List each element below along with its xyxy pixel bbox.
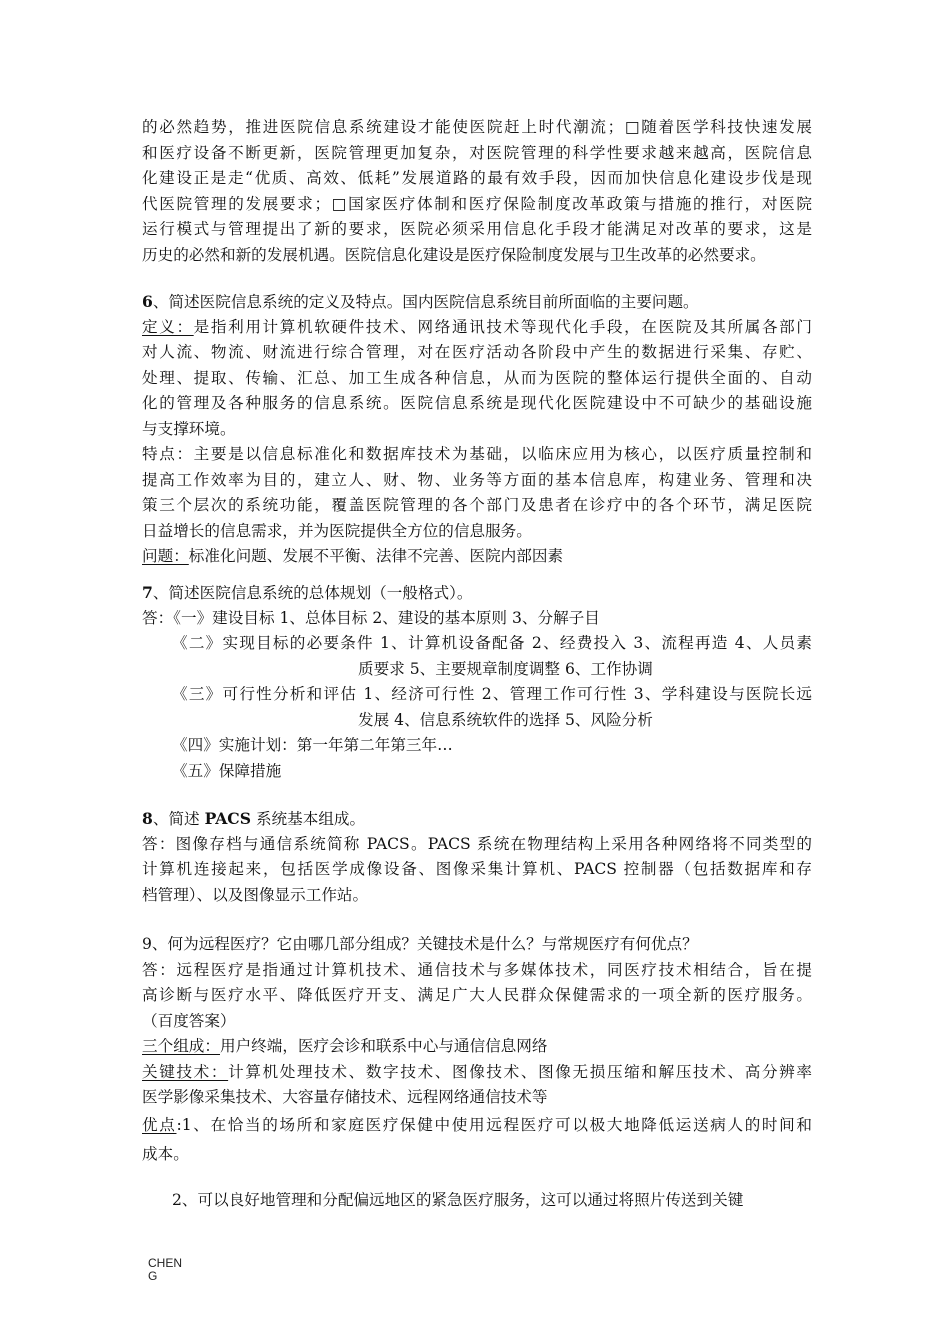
definition-text: 是指利用计算机软硬件技术、网络通讯技术等现代化手段，在医院及其所属各部门 <box>193 317 812 336</box>
definition-line <box>142 315 812 341</box>
question-text: 系统基本组成。 <box>250 810 366 828</box>
text-line: 处理、提取、传输、汇总、加工生成各种信息，从而为医院的整体运行提供全面的、自动 <box>142 368 812 387</box>
answer-line: 答：远程医疗是指通过计算机技术、通信技术与多媒体技术，同医疗技术相结合，旨在提 <box>142 960 812 979</box>
question-title <box>142 289 812 315</box>
text-line: 提高工作效率为目的，建立人、财、物、业务等方面的基本信息库，构建业务、管理和决 <box>142 470 812 489</box>
key-tech-text: 计算机处理技术、数字技术、图像技术、图像无损压缩和解压技术、高分辨率 <box>228 1062 812 1081</box>
footer-text <box>148 1257 182 1283</box>
question-6 <box>142 289 812 570</box>
question-text-bold: PACS <box>204 809 251 828</box>
answer-line: 高诊断与医疗水平、降低医疗开支、满足广大人民群众保健需求的一项全新的医疗服务。 <box>142 986 812 1004</box>
answer-line: 答：图像存档与通信系统简称 PACS。PACS 系统在物理结构上采用各种网络将不同类型的 <box>142 834 812 853</box>
text-line: 运行模式与管理提出了新的要求，医院必须采用信息化手段才能满足对改革的要求，这是 <box>142 220 812 238</box>
footer-line: CHEN <box>148 1256 183 1270</box>
text-line: 与支撑环境。 <box>142 419 236 438</box>
question-title: 9、何为远程医疗？它由哪几部分组成？关键技术是什么？与常规医疗有何优点？ <box>142 935 698 953</box>
problem-text: 标准化问题、发展不平衡、法律不完善、医院内部因素 <box>188 547 564 565</box>
question-text: 、简述 <box>152 810 205 828</box>
text-line: 化建设正是走“优质、高效、低耗”发展道路的最有效手段，因而加快信息化建设步伐是现 <box>142 169 812 187</box>
question-number: 6 <box>142 292 153 311</box>
answer-line: 档管理）、以及图像显示工作站。 <box>142 885 369 904</box>
definition-label: 定义： <box>142 317 194 336</box>
problem-line <box>142 544 812 570</box>
footer-line: G <box>148 1269 158 1283</box>
answer-line: 《二》实现目标的必要条件 1、计算机设备配备 2、经费投入 3、流程再造 4、人员素 <box>172 634 812 652</box>
answer-line: 质要求 5、主要规章制度调整 6、工作协调 <box>358 659 653 678</box>
answer-line: 《五》保障措施 <box>172 761 282 780</box>
advantages-line <box>142 1113 812 1139</box>
key-tech-label: 关键技术： <box>142 1062 229 1081</box>
text-line: 的必然趋势，推进医院信息系统建设才能使医院赶上时代潮流；□随着医学科技快速发展 <box>142 118 812 136</box>
question-9 <box>142 932 812 1213</box>
answer-line: 答：《一》建设目标 1、总体目标 2、建设的基本原则 3、分解子目 <box>142 608 600 627</box>
answer-line: 计算机连接起来，包括医学成像设备、图像采集计算机、PACS 控制器（包括数据库和存 <box>142 860 812 878</box>
intro-paragraph <box>142 115 812 268</box>
text-line: 特点：主要是以信息标准化和数据库技术为基础，以临床应用为核心，以医疗质量控制和 <box>142 445 812 463</box>
answer-line: 发展 4、信息系统软件的选择 5、风险分析 <box>358 710 653 729</box>
question-8 <box>142 806 812 908</box>
text-line: 历史的必然和新的发展机遇。医院信息化建设是医疗保险制度发展与卫生改革的必然要求。 <box>142 245 766 264</box>
text-line: 对人流、物流、财流进行综合管理，对在医疗活动各阶段中产生的数据进行采集、存贮、 <box>142 343 812 361</box>
components-line <box>142 1034 812 1060</box>
text-line: 成本。 <box>142 1145 189 1163</box>
question-number: 8 <box>142 809 153 828</box>
text-line: 日益增长的信息需求，并为医院提供全方位的信息服务。 <box>142 521 532 540</box>
problem-label: 问题： <box>142 547 189 565</box>
text-line: 策三个层次的系统功能，覆盖医院管理的各个部门及患者在诊疗中的各个环节，满足医院 <box>142 496 812 514</box>
answer-line: 《三》可行性分析和评估 1、经济可行性 2、管理工作可行性 3、学科建设与医院长远 <box>172 685 812 703</box>
text-line: 化的管理及各种服务的信息系统。医院信息系统是现代化医院建设中不可缺少的基础设施 <box>142 394 812 412</box>
text-line: 和医疗设备不断更新，医院管理更加复杂，对医院管理的科学性要求越来越高，医院信息 <box>142 143 812 162</box>
components-label: 三个组成： <box>142 1037 220 1055</box>
question-title <box>142 806 812 832</box>
question-text: 、简述医院信息系统的总体规划（一般格式）。 <box>152 584 473 602</box>
advantages-item: 2、可以良好地管理和分配偏远地区的紧急医疗服务，这可以通过将照片传送到关键 <box>172 1190 744 1209</box>
question-title <box>142 580 812 606</box>
text-line: 代医院管理的发展要求；□国家医疗体制和医疗保险制度改革政策与措施的推行，对医院 <box>142 194 812 213</box>
question-number: 7 <box>142 583 153 602</box>
question-7 <box>142 580 812 784</box>
answer-line: （百度答案） <box>142 1011 236 1030</box>
key-tech-line <box>142 1060 812 1086</box>
components-text: 用户终端，医疗会诊和联系中心与通信信息网络 <box>219 1037 548 1055</box>
text-line: 医学影像采集技术、大容量存储技术、远程网络通信技术等 <box>142 1088 548 1106</box>
answer-line: 《四》实施计划：第一年第二年第三年… <box>172 736 453 754</box>
question-text: 、简述医院信息系统的定义及特点。国内医院信息系统目前所面临的主要问题。 <box>152 293 699 311</box>
advantages-label: 优点 <box>142 1115 177 1134</box>
advantages-text: :1、在恰当的场所和家庭医疗保健中使用远程医疗可以极大地降低运送病人的时间和 <box>176 1115 812 1134</box>
